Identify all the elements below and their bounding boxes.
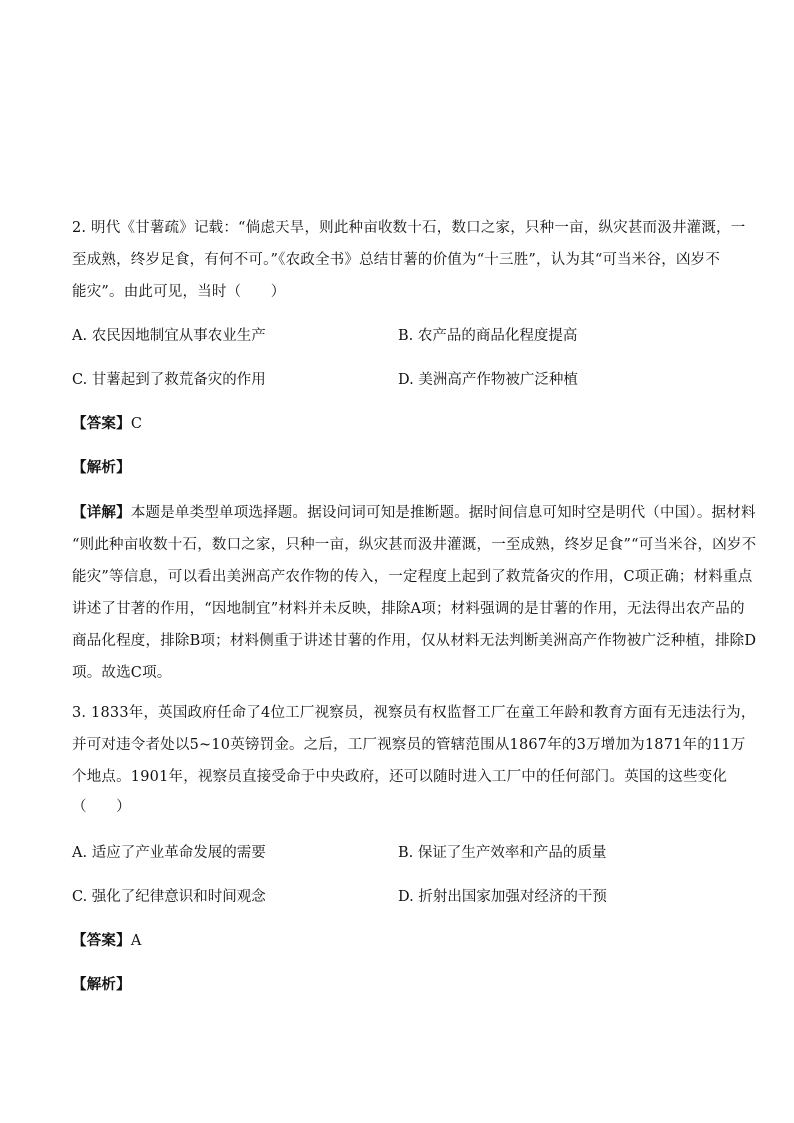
analysis-heading bbox=[72, 975, 131, 995]
detail-line: 项。故选C项。 bbox=[72, 665, 172, 681]
answer-tag: 【答案】 bbox=[72, 415, 131, 432]
question-stem-line: 至成熟，终岁足食，有何不可。”《农政全书》总结甘薯的价值为“十三胜”，认为其“可当米谷，凶岁不 bbox=[72, 252, 721, 268]
answer-value: A bbox=[130, 933, 142, 949]
option-b: B. 农产品的商品化程度提高 bbox=[398, 328, 578, 344]
option-c: C. 甘薯起到了救荒备灾的作用 bbox=[72, 372, 266, 388]
detail-line: “则此种亩收数十石，数口之家，只种一亩，纵灾甚而汲井灌溉，一至成熟，终岁足食”“可当米谷，凶岁不 bbox=[72, 537, 757, 553]
analysis-tag: 【解析】 bbox=[72, 459, 131, 476]
option-a: A. 农民因地制宜从事农业生产 bbox=[72, 328, 266, 344]
option-a: A. 适应了产业革命发展的需要 bbox=[72, 845, 266, 861]
analysis-tag: 【解析】 bbox=[72, 976, 131, 993]
answer-tag: 【答案】 bbox=[72, 932, 131, 949]
question-stem-line: 3. 1833年，英国政府任命了4位工厂视察员，视察员有权监督工厂在童工年龄和教育方面有无违法行为， bbox=[72, 705, 756, 721]
detail-tag: 【详解】 bbox=[72, 504, 131, 521]
option-d: D. 折射出国家加强对经济的干预 bbox=[398, 889, 607, 905]
detail-line bbox=[72, 503, 756, 523]
detail-text: 本题是单类型单项选择题。据设问词可知是推断题。据时间信息可知时空是明代（中国）。据材料 bbox=[130, 505, 756, 521]
detail-line: 能灾”等信息，可以看出美洲高产农作物的传入，一定程度上起到了救荒备灾的作用，C项正确；材料重点 bbox=[72, 569, 753, 585]
option-c: C. 强化了纪律意识和时间观念 bbox=[72, 889, 266, 905]
question-stem-line: 2. 明代《甘薯疏》记载：“倘虑天旱，则此种亩收数十石，数口之家，只种一亩，纵灾甚而汲井灌溉，一 bbox=[72, 220, 746, 236]
question-stem-line: 个地点。1901年，视察员直接受命于中央政府，还可以随时进入工厂中的任何部门。英国的这些变化 bbox=[72, 769, 728, 785]
option-d: D. 美洲高产作物被广泛种植 bbox=[398, 372, 578, 388]
answer-line bbox=[72, 414, 142, 434]
analysis-heading bbox=[72, 458, 131, 478]
question-stem-line: （ ） bbox=[72, 799, 131, 815]
detail-line: 商品化程度，排除B项；材料侧重于讲述甘薯的作用，仅从材料无法判断美洲高产作物被广泛种植，排除D bbox=[72, 633, 757, 649]
answer-line bbox=[72, 931, 141, 951]
detail-line: 讲述了甘著的作用，“因地制宜”材料并未反映，排除A项；材料强调的是甘薯的作用，无法得出农产品的 bbox=[72, 601, 745, 617]
answer-value: C bbox=[130, 416, 143, 432]
question-stem-line: 并可对违令者处以5~10英镑罚金。之后，工厂视察员的管辖范围从1867年的3万增加为1871年的11万 bbox=[72, 737, 746, 753]
option-b: B. 保证了生产效率和产品的质量 bbox=[398, 845, 607, 861]
question-stem-line: 能灾”。由此可见，当时（ ） bbox=[72, 284, 286, 300]
